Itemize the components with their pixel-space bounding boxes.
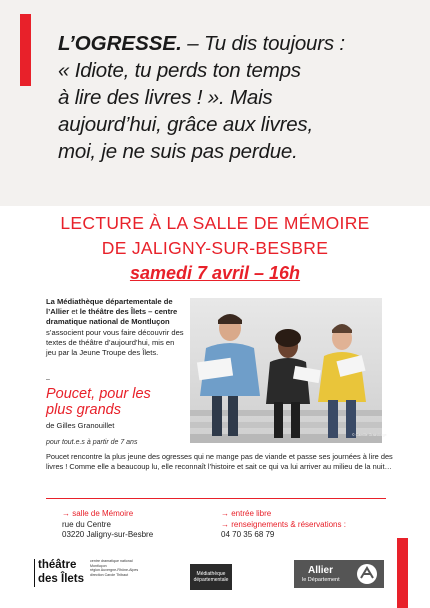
theatre-logo-subline: région Auvergne-Rhône-Alpes — [90, 568, 139, 573]
intro-paragraph — [46, 297, 186, 358]
troupe-photo — [190, 298, 382, 443]
venue-street: rue du Centre — [62, 519, 111, 529]
play-audience: pour tout.e.s à partir de 7 ans — [46, 439, 138, 446]
booking-label: → renseignements & réservations : — [221, 519, 346, 529]
play-author: de Gilles Granouillet — [46, 421, 115, 430]
theatre-des-ilets-logo — [34, 555, 139, 591]
intro-rest: s’associent pour vous faire découvrir des textes de théâtre d’aujourd’hui, mis en jeu par la Jeune Troupe des Îlets. — [46, 327, 184, 358]
theatre-logo-subline: Montluçon — [90, 563, 107, 568]
theatre-logo-subline: centre dramatique national — [90, 559, 133, 563]
venue-city: 03220 Jaligny-sur-Besbre — [62, 530, 154, 539]
logo-bracket — [34, 559, 35, 587]
theatre-logo-subtitle — [90, 559, 145, 577]
access-block — [221, 509, 391, 541]
play-synopsis: Poucet rencontre la plus jeune des ogresses qui ne mange pas de viande et passe ses journées à lire des livres ! Comme elle a beaucoup lu, elle reconnaît l’histoire et sait ce qui va lui arriver au milieu de la nuit… — [46, 452, 393, 472]
booking-phone: 04 70 35 68 79 — [221, 530, 275, 539]
quote-line: à lire des livres ! ». Mais — [58, 86, 273, 109]
info-divider — [46, 498, 386, 499]
theatre-logo-word1: théâtre — [38, 559, 77, 571]
quote-speaker: L’OGRESSE. — [58, 32, 182, 55]
mediatheque-logo — [190, 564, 232, 590]
theatre-logo-subline: direction Carole Thibaut — [90, 572, 129, 577]
event-title-line1: LECTURE À LA SALLE DE MÉMOIRE — [60, 213, 370, 233]
quote-line: moi, je ne suis pas perdue. — [58, 140, 298, 163]
play-title — [46, 387, 206, 418]
event-title-line2: DE JALIGNY-SUR-BESBRE — [101, 238, 329, 258]
theatre-logo-word2: des Îlets — [38, 573, 85, 585]
intro-org1: La Médiathèque départementale de l’Allier — [46, 297, 173, 317]
intro-org2: le théâtre des Îlets – centre dramatique national de Montluçon — [46, 307, 178, 327]
separator-dash: – — [46, 376, 50, 383]
allier-logo-word: Allier — [308, 565, 334, 576]
quote-line: – Tu dis toujours : — [181, 32, 345, 55]
venue-block — [62, 509, 212, 541]
quote-text — [58, 30, 418, 165]
play-title-line1: Poucet, pour les — [46, 386, 151, 402]
intro-and: et — [69, 307, 80, 317]
allier-emblem-icon — [356, 563, 378, 585]
top-accent-bar — [20, 14, 31, 86]
media-logo-line2: départementale — [193, 577, 229, 583]
side-accent-bar — [397, 538, 408, 608]
play-title-line2: plus grands — [46, 401, 121, 418]
allier-logo-sub: le Département — [302, 577, 340, 583]
photo-credit: © Camille Graindorge — [352, 433, 387, 437]
quote-line: « Idiote, tu perds ton temps — [58, 59, 301, 82]
quote-line: aujourd’hui, grâce aux livres, — [58, 113, 313, 136]
venue-label: → salle de Mémoire — [62, 509, 134, 518]
event-date: samedi 7 avril – 16h — [129, 263, 301, 283]
media-logo-line1: Médiathèque — [196, 571, 226, 577]
allier-departement-logo — [294, 560, 384, 588]
entry-label: → entrée libre — [221, 509, 272, 518]
